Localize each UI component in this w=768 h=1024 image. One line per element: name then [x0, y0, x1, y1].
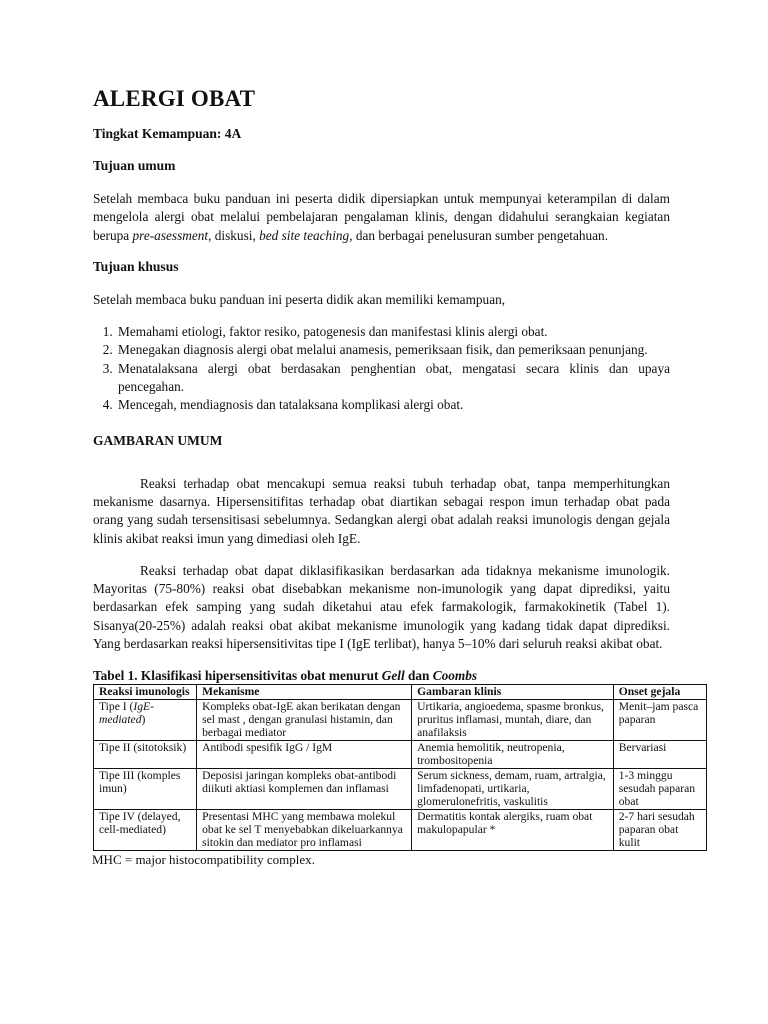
table-cell: Dermatitis kontak alergiks, ruam obat makulopapular *: [412, 810, 614, 851]
table-row: [94, 700, 707, 741]
overview-paragraph-1: Reaksi terhadap obat mencakupi semua reaksi tubuh terhadap obat, tanpa memperhitungkan mekanisme dasarnya. Hipersensitifitas terhadap obat diartikan sebagai respon imun terhadap obat pada orang yang sudah tersensitisasi sebelumnya. Sedangkan alergi obat adalah reaksi imunologis dengan gejala klinis akibat reaksi imun yang dimediasi oleh IgE.: [93, 475, 670, 546]
objective-list: [93, 323, 670, 414]
column-header: Gambaran klinis: [412, 685, 614, 700]
table-row: [94, 769, 707, 810]
table-header-row: [94, 685, 707, 700]
page-title: ALERGI OBAT: [93, 86, 256, 111]
table-cell: Tipe III (komples imun): [94, 769, 197, 810]
overview-paragraph-2: Reaksi terhadap obat dapat diklasifikasikan berdasarkan ada tidaknya mekanisme imunologik. Mayoritas (75-80%) reaksi obat disebabkan mekanisme non-imunologik yang dapat diprediksi, yaitu berdasarkan efek samping yang sudah diketahui atau efek farmakologik, farmakokinetik (Tabel 1). Sisanya(20-25%) adalah reaksi obat akibat mekanisme imunologik yang kadang tidak dapat diprediksi. Yang berdasarkan reaksi hipersensitivitas tipe I (IgE terlibat), hanya 5–10% dari seluruh reaksi akibat obat.: [93, 562, 670, 652]
table-caption: Tabel 1. Klasifikasi hipersensitivitas obat menurut Gell dan Coombs: [93, 668, 478, 684]
competency-level: Tingkat Kemampuan: 4A: [93, 126, 242, 141]
document-page: [92, 86, 699, 868]
table-cell: Bervariasi: [613, 741, 706, 769]
table-cell: Anemia hemolitik, neutropenia, trombositopenia: [412, 741, 614, 769]
list-item: 3. Menatalaksana alergi obat berdasakan penghentian obat, mengatasi secara klinis dan upaya pencegahan.: [116, 360, 670, 397]
table-cell: Menit–jam pasca paparan: [613, 700, 706, 741]
table-cell: Tipe II (sitotoksik): [94, 741, 197, 769]
list-item: 1. Memahami etiologi, faktor resiko, patogenesis dan manifestasi klinis alergi obat.: [116, 323, 670, 341]
column-header: Onset gejala: [613, 685, 706, 700]
general-objective-text: Setelah membaca buku panduan ini peserta didik dipersiapkan untuk mempunyai keterampilan di dalam mengelola alergi obat melalui pembelajaran pengalaman klinis, dengan didahului serangkaian kegiatan berupa pre-asessment, diskusi, bed site teaching, dan berbagai penelusuran sumber pengetahuan.: [93, 191, 670, 243]
specific-objective-intro: Setelah membaca buku panduan ini peserta didik akan memiliki kemampuan,: [93, 291, 506, 307]
table-cell: Presentasi MHC yang membawa molekul obat ke sel T menyebabkan dikeluarkannya sitokin dan mediator pro inflamasi: [197, 810, 412, 851]
list-item: 4. Mencegah, mendiagnosis dan tatalaksana komplikasi alergi obat.: [116, 396, 670, 414]
column-header: Mekanisme: [197, 685, 412, 700]
table-footnote: MHC = major histocompatibility complex.: [92, 852, 315, 868]
table-cell: 2-7 hari sesudah paparan obat kulit: [613, 810, 706, 851]
table-cell: Deposisi jaringan kompleks obat-antibodi diikuti aktiasi komplemen dan inflamasi: [197, 769, 412, 810]
hypersensitivity-table: [93, 684, 707, 851]
list-item: 2. Menegakan diagnosis alergi obat melalui anamesis, pemeriksaan fisik, dan pemeriksaan penunjang.: [116, 341, 670, 359]
table-cell: Tipe IV (delayed, cell-mediated): [94, 810, 197, 851]
general-objective-heading: Tujuan umum: [93, 158, 176, 173]
table-cell: Tipe I (IgE-mediated): [94, 700, 197, 741]
column-header: Reaksi imunologis: [94, 685, 197, 700]
table-row: [94, 810, 707, 851]
table-cell: Serum sickness, demam, ruam, artralgia, limfadenopati, urtikaria, glomerulonefritis, vaskulitis: [412, 769, 614, 810]
table-cell: Antibodi spesifik IgG / IgM: [197, 741, 412, 769]
overview-heading: GAMBARAN UMUM: [93, 432, 223, 448]
table-cell: Urtikaria, angioedema, spasme bronkus, pruritus inflamasi, muntah, diare, dan anafilaksis: [412, 700, 614, 741]
table-row: [94, 741, 707, 769]
specific-objective-heading: Tujuan khusus: [93, 258, 179, 274]
table-cell: 1-3 minggu sesudah paparan obat: [613, 769, 706, 810]
table-cell: Kompleks obat-IgE akan berikatan dengan sel mast , dengan granulasi histamin, dan berbagai mediator: [197, 700, 412, 741]
